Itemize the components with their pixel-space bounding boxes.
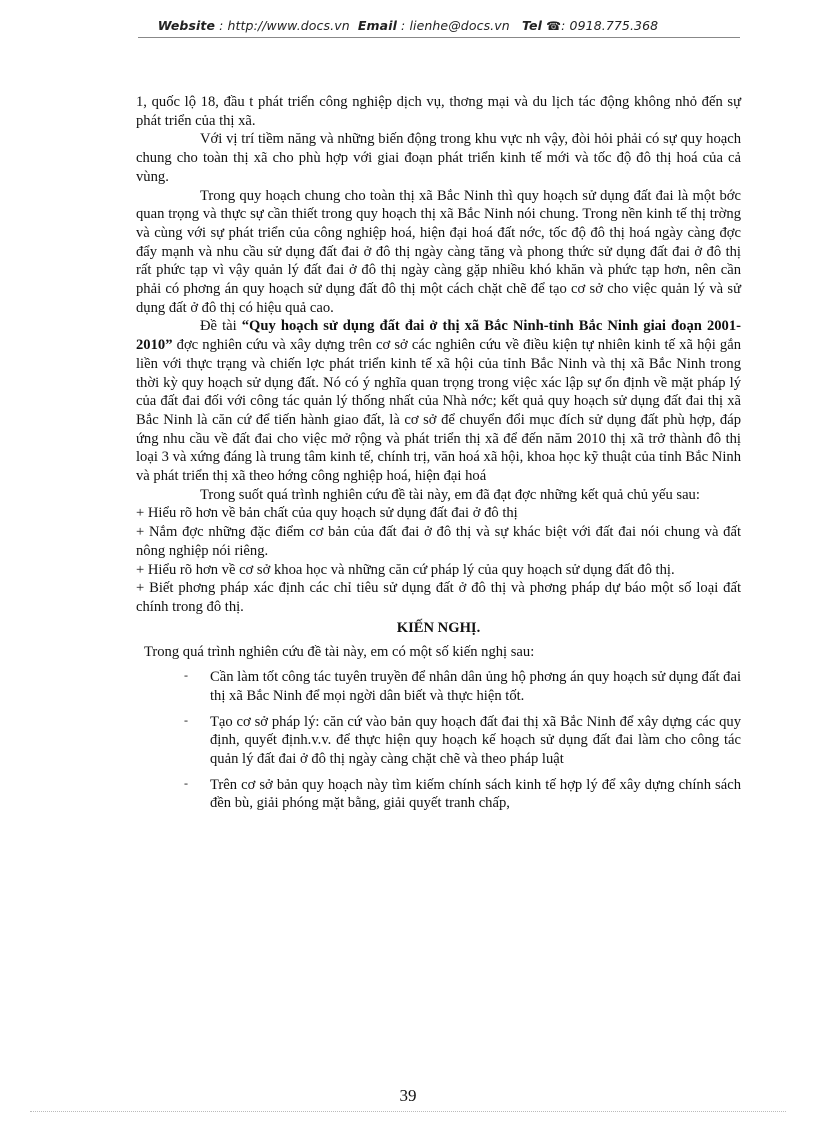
paragraph-4-lead: Đề tài xyxy=(200,318,242,335)
dash-bullet: - xyxy=(184,712,188,727)
list-item xyxy=(136,713,741,769)
website-label: Website xyxy=(157,18,216,33)
dash-bullet: - xyxy=(184,775,188,790)
result-item-3: + Hiểu rõ hơn về cơ sở khoa học và những căn cứ pháp lý của quy hoạch sử dụng đất đô thị. xyxy=(136,561,675,578)
section-heading: KIẾN NGHỊ. xyxy=(396,619,481,636)
recommendation-text: Tạo cơ sở pháp lý: căn cứ vào bản quy hoạch đất đai thị xã Bắc Ninh để xây dựng các quy định, quyết định.v.v. để thực hiện quy hoạch kế hoạch sử dụng đất đai làm cho công tác quản lý đất đai ở đô thị ngày càng chặt chẽ và theo pháp luật xyxy=(210,713,741,767)
paragraph-4 xyxy=(136,317,741,485)
recommendations-list xyxy=(136,668,741,813)
paragraph-2: Với vị trí tiềm năng và những biến động trong khu vực nh vậy, đòi hỏi phải có sự quy hoạch chung cho toàn thị xã cho phù hợp với giai đoạn phát triển kinh tế mới và tốc độ đô thị hoá của cả vùng. xyxy=(136,131,741,185)
paragraph-5: Trong suốt quá trình nghiên cứu đề tài này, em đã đạt đợc những kết quả chủ yếu sau: xyxy=(200,486,700,503)
phone-icon: ☎ xyxy=(546,19,562,33)
paragraph-3: Trong quy hoạch chung cho toàn thị xã Bắc Ninh thì quy hoạch sử dụng đất đai là một bớc quan trọng và thực sự cần thiết trong quy hoạch thị xã Bắc Ninh nói chung. Trong nền kinh tế thị trờng và cùng với sự phát triển của công nghiệp hoá, hiện đại hoá đất nớc, tốc độ đô thị hoá ngày càng đợc đẩy mạnh và nhu cầu sử dụng đất đai ở đô thị ngày càng tăng và phong thức sử dụng đất đai ở đô thị rất phức tạp vì vậy quản lý đất đai ở đô thị ngày càng gặp nhiều khó khăn và phức tạp hơn, nên cần phải có phơng án quy hoạch sử dụng đất đô thị một cách chặt chẽ để tạo cơ sở cho việc quản lý và sử dụng đất ở đô thị có hiệu quả cao. xyxy=(136,187,741,316)
website-link[interactable]: http://www.docs.vn xyxy=(227,18,350,33)
result-item-1: + Hiểu rõ hơn về bản chất của quy hoạch sử dụng đất đai ở đô thị xyxy=(136,505,518,522)
recommendations-intro: Trong quá trình nghiên cứu đề tài này, em có một số kiến nghị sau: xyxy=(144,644,535,661)
result-item-4: + Biết phơng pháp xác định các chỉ tiêu sử dụng đất ở đô thị và phơng pháp dự báo một số loại đất chính trong đô thị. xyxy=(136,580,741,615)
recommendation-text: Trên cơ sở bản quy hoạch này tìm kiếm chính sách kinh tế hợp lý để xây dựng chính sách đền bù, giải phóng mặt bằng, giải quyết tranh chấp, xyxy=(210,776,741,812)
page-header xyxy=(0,18,816,33)
email-label: Email xyxy=(357,18,397,33)
tel-separator: : xyxy=(561,18,570,33)
recommendation-text: Cần làm tốt công tác tuyên truyền để nhân dân ủng hộ phơng án quy hoạch sử dụng đất đai thị xã Bắc Ninh để mọi ngời dân biết và thực hiện tốt. xyxy=(210,669,741,704)
thesis-title: “Quy hoạch sử dụng đất đai ở thị xã Bắc Ninh-tỉnh Bắc Ninh giai đoạn 2001-2010” xyxy=(136,318,741,354)
paragraph-4-body: đợc nghiên cứu và xây dựng trên cơ sở các nghiên cứu về điều kiện tự nhiên kinh tế xã hội gắn liền với thực trạng và chiến lợc phát triển kinh tế xã hội của tỉnh Bắc Ninh và thị xã Bắc Ninh trong thời kỳ quy hoạch sử dụng đất. Nó có ý nghĩa quan trọng trong việc xác lập sự ổn định về mặt pháp lý của đất đai đối với công tác quản lý thống nhất của Nhà nớc; kết quả quy hoạch sử dụng đất đai thị xã Bắc Ninh là căn cứ để tiến hành giao đất, là cơ sở để chuyển đổi mục đích sử dụng đất phù hợp, đáp ứng nhu cầu về đất đai cho việc mở rộng và phát triển thị xã để đến năm 2010 thị xã trở thành đô thị loại 3 và xứng đáng là trung tâm kinh tế, chính trị, văn hoá xã hội, khoa học kỹ thuật của tỉnh Bắc Ninh và phát triển thị xã theo hớng công nghiệp hoá, hiện đại hoá xyxy=(136,337,741,485)
email-link[interactable]: lienhe@docs.vn xyxy=(409,18,510,33)
website-separator: : xyxy=(215,18,228,33)
footer-divider xyxy=(30,1111,786,1112)
document-body xyxy=(136,93,741,820)
list-item xyxy=(136,776,741,813)
page-number: 39 xyxy=(399,1086,417,1105)
dash-bullet: - xyxy=(184,668,188,683)
tel-number: 0918.775.368 xyxy=(569,18,659,33)
email-separator: : xyxy=(396,18,410,33)
result-item-2: + Nắm đợc những đặc điểm cơ bản của đất đai ở đô thị và sự khác biệt với đất đai nói chung và đất nông nghiệp nói riêng. xyxy=(136,524,741,559)
list-item xyxy=(136,668,741,705)
tel-label: Tel xyxy=(522,18,542,33)
paragraph-1: 1, quốc lộ 18, đầu t phát triển công nghiệp dịch vụ, thơng mại và du lịch tác động không nhỏ đến sự phát triển của thị xã. xyxy=(136,94,741,129)
header-divider xyxy=(138,37,740,38)
